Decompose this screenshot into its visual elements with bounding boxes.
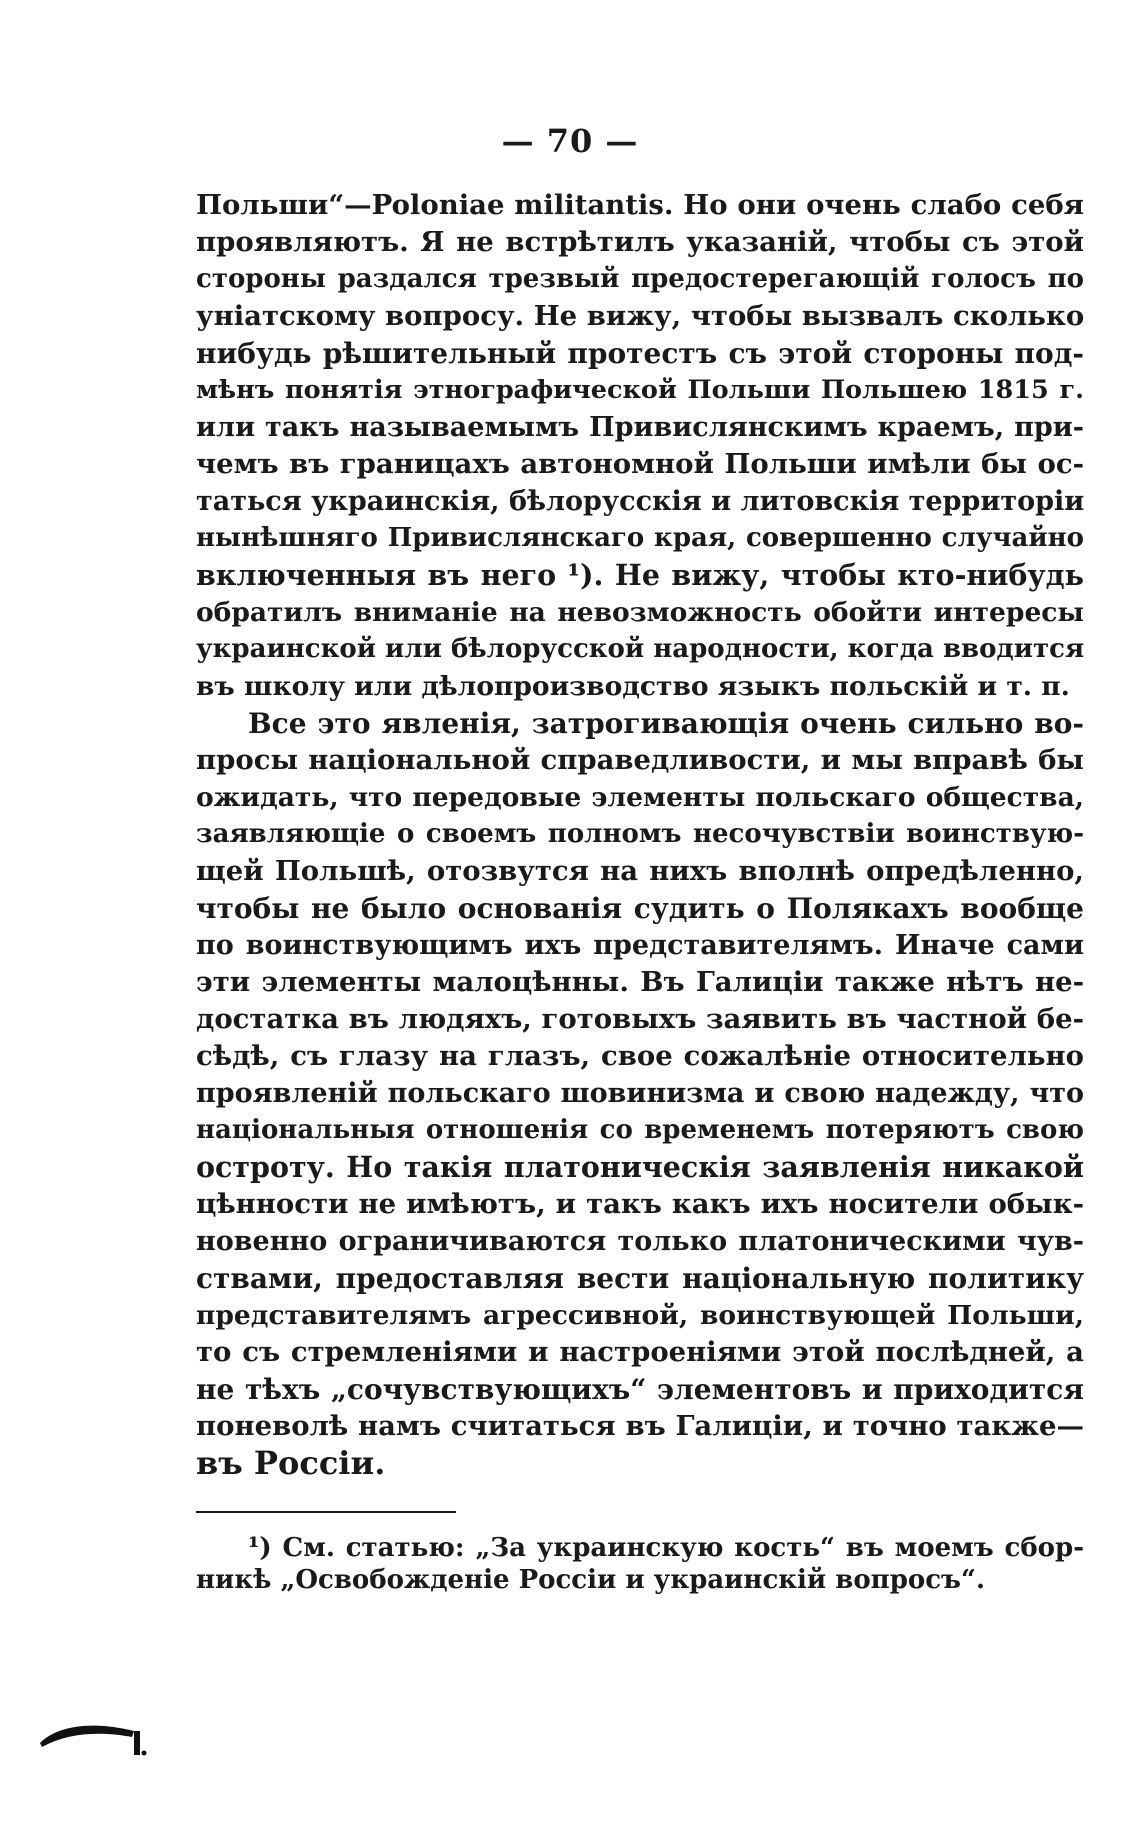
footnote-divider [196,1511,456,1513]
text-line: чемъ въ границахъ автономной Польши имѣли бы ос- [196,448,1084,480]
text-line: таться украинскія, бѣлорусскія и литовскія территоріи [196,486,1084,517]
text-line: новенно ограничиваются только платоническими чув- [196,1226,1084,1257]
text-line: эти элементы малоцѣнны. Въ Галиціи также нѣтъ не- [196,966,1084,998]
text-line: Польши“—Poloniae militantis. Но они очень слабо себя [196,189,1084,221]
text-line: по воинствующимъ ихъ представителямъ. Иначе сами [196,930,1084,961]
text-line: сѣдѣ, съ глазу на глазъ, свое сожалѣніе относительно [196,1040,1084,1072]
text-line: нибудь рѣшительный протестъ съ этой стороны под- [196,337,1084,370]
footnote-line: никѣ „Освобожденіе Россіи и украинскій вопросъ“. [196,1565,986,1595]
text-line: уніатскому вопросу. Не вижу, чтобы вызвалъ сколько [196,300,1084,332]
text-line: Все это явленія, затрогивающія очень сильно во- [248,707,1084,740]
text-line: не тѣхъ „сочувствующихъ“ элементовъ и приходится [196,1373,1084,1406]
text-line: проявленій польскаго шовинизма и свою надежду, что [196,1078,1084,1109]
text-line: просы національной справедливости, и мы вправѣ бы [196,744,1084,776]
text-line: представителямъ агрессивной, воинствующей Польши, [196,1300,1084,1331]
text-line: украинской или бѣлорусской народности, когда вводится [196,634,1084,664]
text-line: включенныя въ него ¹). Не вижу, чтобы кто-нибудь [196,558,1084,592]
text-line: стороны раздался трезвый предостерегающій голосъ по [196,264,1084,294]
text-line: цѣнности не имѣютъ, и такъ какъ ихъ носители обык- [196,1188,1084,1220]
text-line: нынѣшняго Привислянскаго края, совершенно случайно [196,523,1084,553]
footnote [196,1532,1084,1596]
text-line: ожидать, что передовые элементы польскаго общества, [196,782,1084,813]
text-line: или такъ называемымъ Привислянскимъ краемъ, при- [196,412,1084,443]
text-line: проявляютъ. Я не встрѣтилъ указаній, чтобы съ этой [196,226,1084,258]
text-line: національныя отношенія со временемъ потеряютъ свою [196,1115,1084,1145]
text-line: ствами, предоставляя вести національную политику [196,1262,1084,1295]
text-line: поневолѣ намъ считаться въ Галиціи, и точно также— [196,1410,1084,1442]
page-number: — 70 — [501,122,639,160]
text-line: остроту. Но такія платоническія заявленія никакой [196,1150,1084,1184]
text-line: заявляющіе о своемъ полномъ несочувствіи воинствую- [196,819,1084,849]
text-line: обратилъ вниманіе на невозможность обойти интересы [196,597,1084,628]
text-line: достатка въ людяхъ, готовыхъ заявить въ частной бе- [196,1003,1084,1035]
text-line: мѣнъ понятія этнографической Польши Польшею 1815 г. [196,375,1084,405]
page-corner-mark-icon [38,1717,148,1757]
text-line: чтобы не было основанія судить о Полякахъ вообще [196,892,1084,925]
text-line: въ Россіи. [196,1445,386,1482]
text-line: то съ стремленіями и настроеніями этой послѣдней, а [196,1336,1084,1368]
text-line: щей Польшѣ, отозвутся на нихъ вполнѣ опредѣленно, [196,855,1084,887]
footnote-line: ¹) См. статью: „За украинскую кость“ въ моемъ сбор- [248,1533,1084,1563]
body-text [196,187,1084,1482]
text-line: въ школу или дѣлопроизводство языкъ польскій и т. п. [196,671,1070,702]
